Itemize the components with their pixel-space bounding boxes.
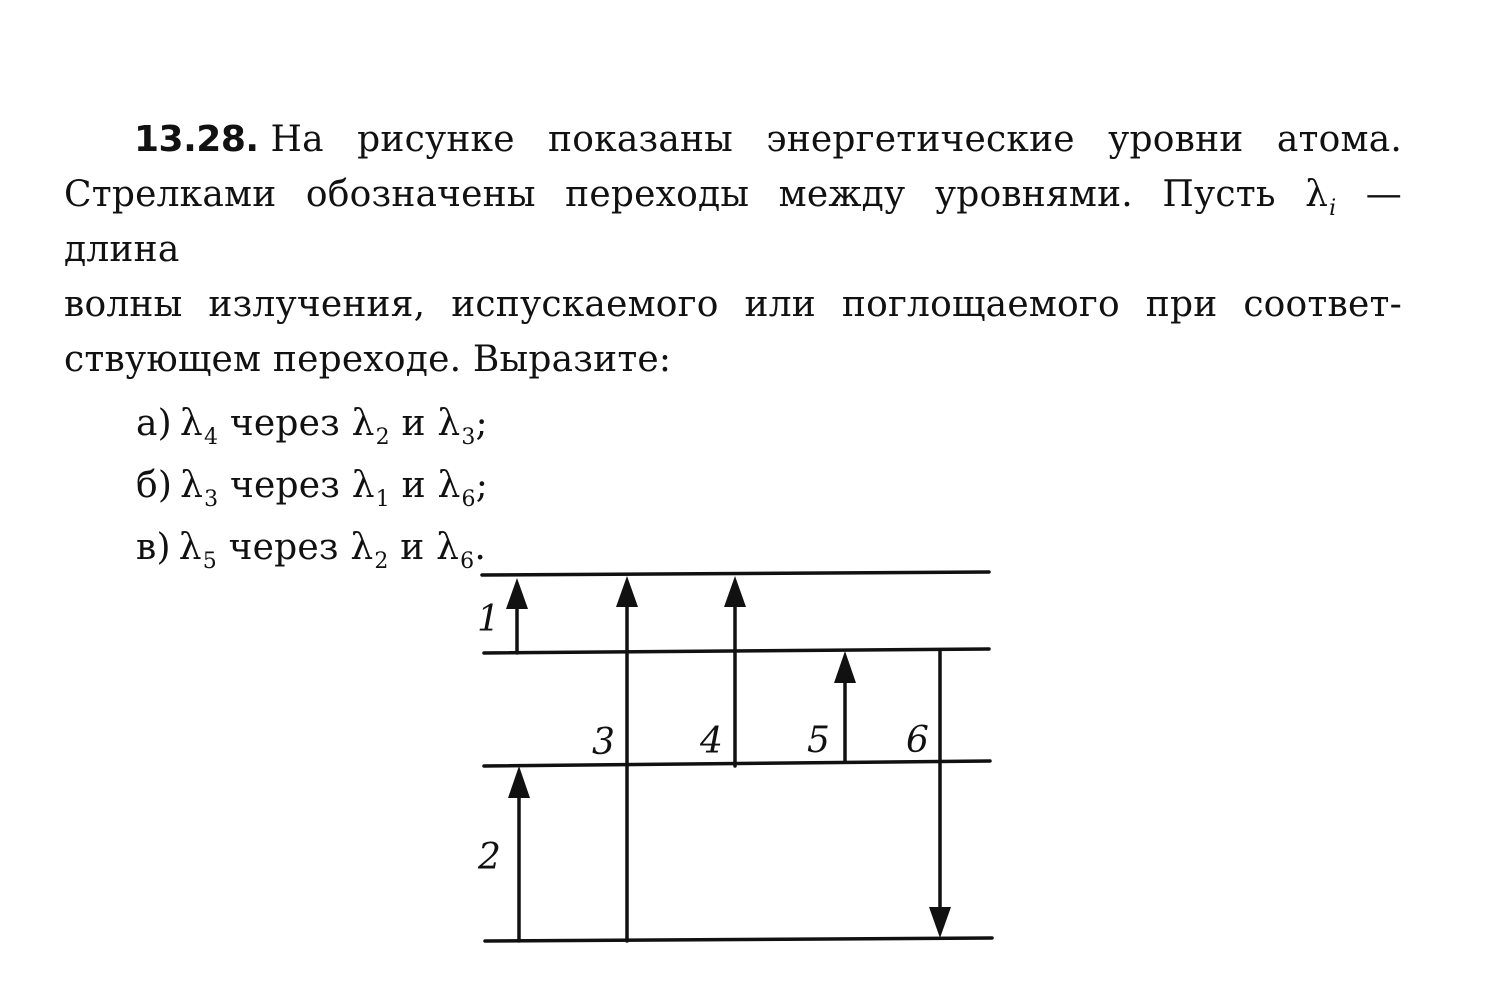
arrowhead-3	[616, 576, 638, 607]
arrowhead-4	[724, 576, 746, 607]
transition-label-6: 6	[906, 720, 929, 761]
transition-label-1: 1	[477, 599, 500, 640]
statement-line-1: 13.28. На рисунке показаны энергетические уровни атома.	[134, 119, 1402, 160]
transition-label-5: 5	[807, 720, 830, 761]
lambda-symbol: λ	[1305, 174, 1329, 215]
transition-label-2: 2	[478, 837, 501, 878]
statement-line-2: Стрелками обозначены переходы между уровнями. Пусть $\lambda_i$ — длина	[64, 174, 1402, 270]
transition-label-4: 4	[700, 721, 723, 762]
energy-level-top	[482, 572, 989, 575]
energy-level-bottom	[485, 938, 992, 941]
statement-line-3: волны излучения, испускаемого или поглощаемого при соответ-	[64, 284, 1402, 325]
arrowhead-5	[834, 651, 856, 683]
problem-number: 13.28.	[134, 119, 259, 160]
transition-label-3: 3	[592, 722, 615, 763]
lambda-index: i	[1329, 196, 1337, 221]
task-item-a: а) $\lambda_4$ через $\lambda_2$ и $\lambda_3$;	[136, 403, 488, 450]
arrowhead-2	[508, 766, 530, 798]
arrowhead-1	[506, 578, 528, 609]
task-item-b: б) $\lambda_3$ через $\lambda_1$ и $\lambda_6$;	[136, 465, 489, 512]
energy-level-middle	[484, 761, 990, 766]
task-item-c: в) $\lambda_5$ через $\lambda_2$ и $\lambda_6$.	[136, 527, 486, 574]
arrowhead-6	[929, 907, 951, 938]
statement-line-4: ствующем переходе. Выразите:	[64, 339, 672, 380]
